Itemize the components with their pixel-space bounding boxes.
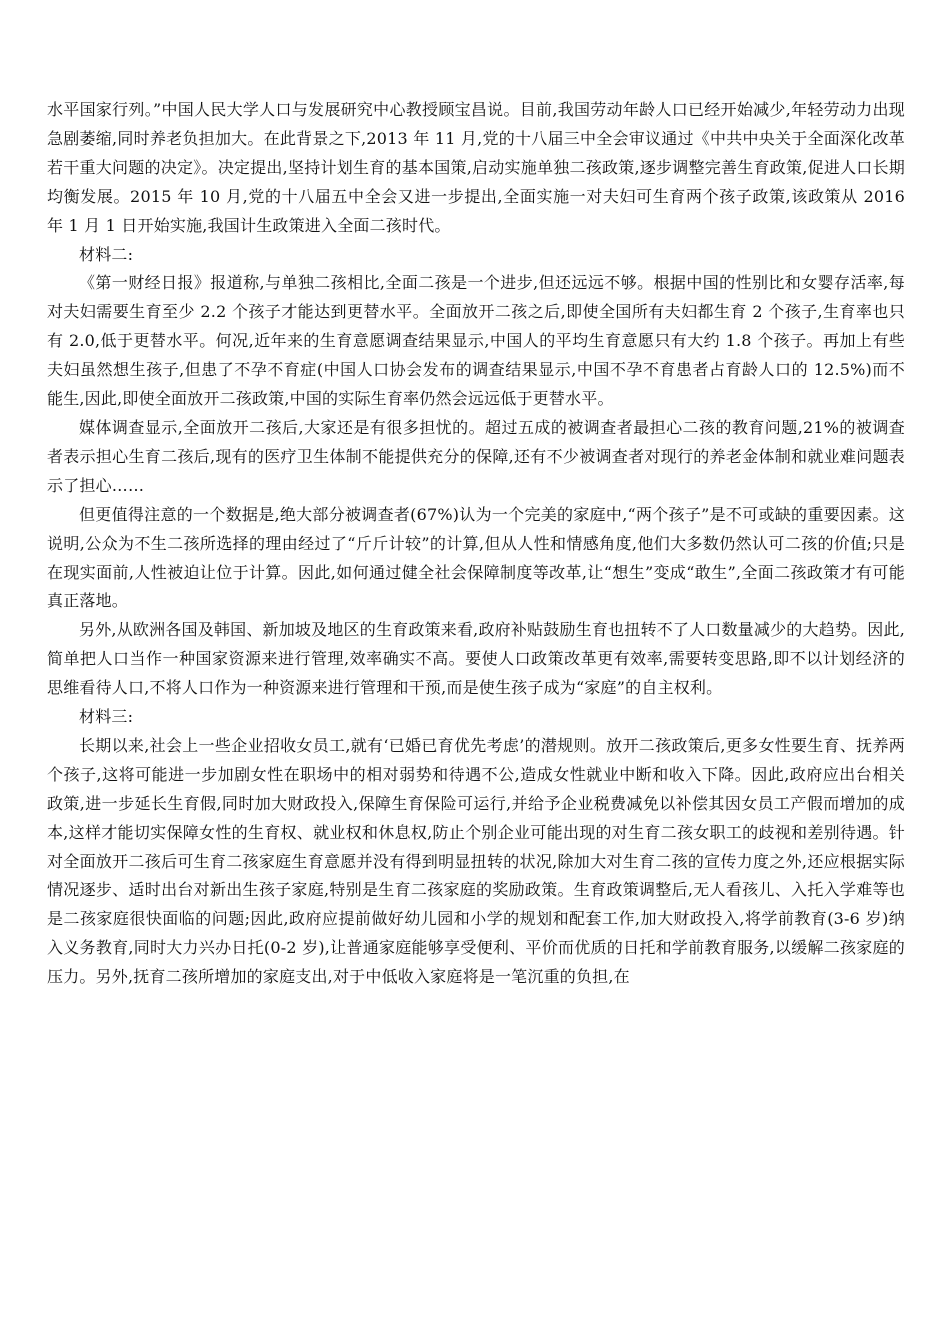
section-label-material-two: 材料二: (79, 244, 134, 264)
paragraph: 但更值得注意的一个数据是,绝大部分被调查者(67%)认为一个完美的家庭中,“两个孩子”是不可或缺的重要因素。这说明,公众为不生二孩所选择的理由经过了“斤斤计较”的计算,但从人性和情感角度,他们大多数仍然认可二孩的价值;只是在现实面前,人性被迫让位于计算。因此,如何通过健全社会保障制度等改革,让“想生”变成“敢生”,全面二孩政策才有可能真正落地。 (47, 504, 905, 611)
section-label-material-three: 材料三: (79, 707, 134, 727)
paragraph: 长期以来,社会上一些企业招收女员工,就有‘已婚已育优先考虑’的潜规则。放开二孩政策后,更多女性要生育、抚养两个孩子,这将可能进一步加剧女性在职场中的相对弱势和待遇不公,造成女性就业中断和收入下降。因此,政府应出台相关政策,进一步延长生育假,同时加大财政投入,保障生育保险可运行,并给予企业税费减免以补偿其因女员工产假而增加的成本,这样才能切实保障女性的生育权、就业权和休息权,防止个别企业可能出现的对生育二孩女职工的歧视和差别待遇。针对全面放开二孩后可生育二孩家庭生育意愿并没有得到明显扭转的状况,除加大对生育二孩的宣传力度之外,还应根据实际情况逐步、适时出台对新出生孩子家庭,特别是生育二孩家庭的奖励政策。生育政策调整后,无人看孩儿、入托入学难等也是二孩家庭很快面临的问题;因此,政府应提前做好幼儿园和小学的规划和配套工作,加大财政投入,将学前教育(3-6 岁)纳入义务教育,同时大力兴办日托(0-2 岁),让普通家庭能够享受便利、平价而优质的日托和学前教育服务,以缓解二孩家庭的压力。另外,抚育二孩所增加的家庭支出,对于中低收入家庭将是一笔沉重的负担,在 (47, 735, 905, 987)
paragraph-continued: 水平国家行列。”中国人民大学人口与发展研究中心教授顾宝昌说。目前,我国劳动年龄人口已经开始减少,年轻劳动力出现急剧萎缩,同时养老负担加大。在此背景之下,2013 年 11 月,党的十八届三中全会审议通过《中共中央关于全面深化改革若干重大问题的决定》。决定提出,坚持计划生育的基本国策,启动实施单独二孩政策,逐步调整完善生育政策,促进人口长期均衡发展。2015 年 10 月,党的十八届五中全会又进一步提出,全面实施一对夫妇可生育两个孩子政策,该政策从 2016 年 1 月 1 日开始实施,我国计生政策进入全面二孩时代。 (47, 100, 905, 235)
paragraph: 媒体调查显示,全面放开二孩后,大家还是有很多担忧的。超过五成的被调查者最担心二孩的教育问题,21%的被调查者表示担心生育二孩后,现有的医疗卫生体制不能提供充分的保障,还有不少被调查者对现行的养老金体制和就业难问题表示了担心…… (47, 417, 905, 495)
paragraph: 另外,从欧洲各国及韩国、新加坡及地区的生育政策来看,政府补贴鼓励生育也扭转不了人口数量减少的大趋势。因此,简单把人口当作一种国家资源来进行管理,效率确实不高。要使人口政策改革更有效率,需要转变思路,即不以计划经济的思维看待人口,不将人口作为一种资源来进行管理和干预,而是使生孩子成为“家庭”的自主权利。 (47, 620, 905, 698)
document-body (47, 96, 905, 992)
paragraph: 《第一财经日报》报道称,与单独二孩相比,全面二孩是一个进步,但还远远不够。根据中国的性别比和女婴存活率,每对夫妇需要生育至少 2.2 个孩子才能达到更替水平。全面放开二孩之后,即使全国所有夫妇都生育 2 个孩子,生育率也只有 2.0,低于更替水平。何况,近年来的生育意愿调查结果显示,中国人的平均生育意愿只有大约 1.8 个孩子。再加上有些夫妇虽然想生孩子,但患了不孕不育症(中国人口协会发布的调查结果显示,中国不孕不育患者占育龄人口的 12.5%)而不能生,因此,即使全面放开二孩政策,中国的实际生育率仍然会远远低于更替水平。 (47, 273, 905, 409)
